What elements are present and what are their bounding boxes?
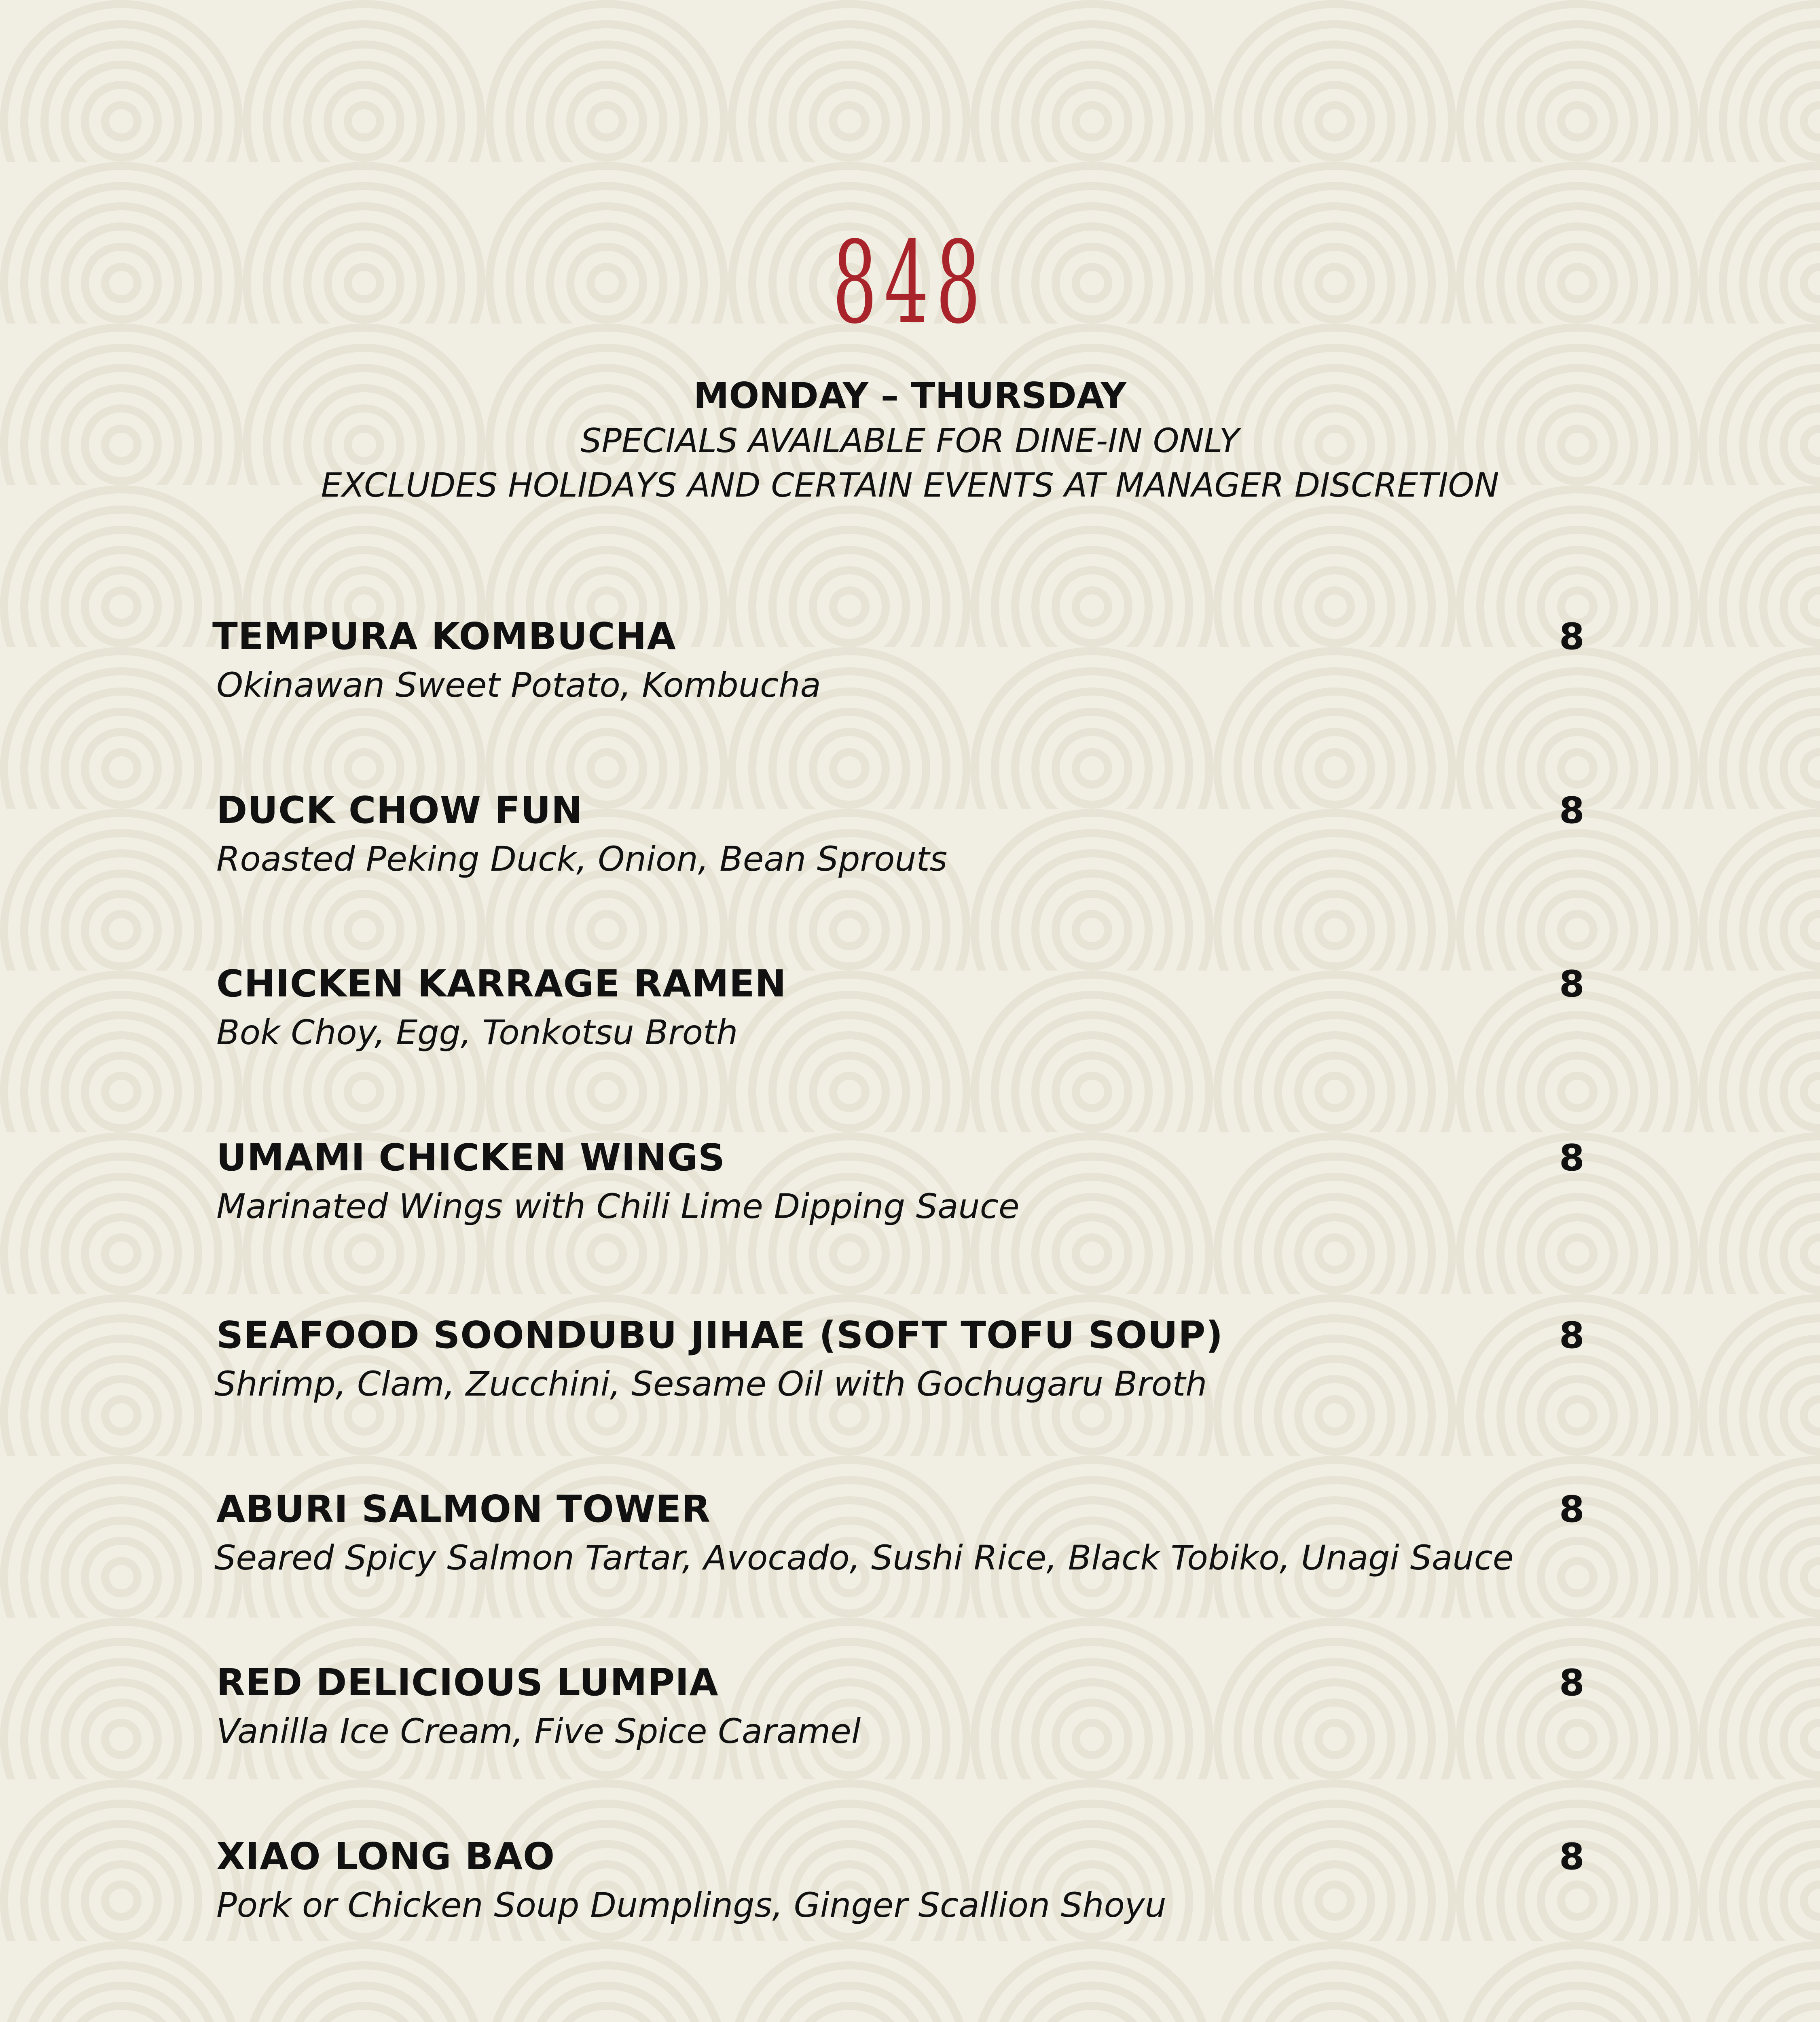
menu-item-description: Shrimp, Clam, Zucchini, Sesame Oil with Gochugaru Broth bbox=[214, 1364, 1207, 1404]
menu-item-price: 8 bbox=[1559, 1137, 1585, 1179]
menu-item-name: SEAFOOD SOONDUBU JIHAE (SOFT TOFU SOUP) bbox=[216, 1313, 1223, 1357]
menu-item-price: 8 bbox=[1559, 1488, 1585, 1531]
menu-item-name: DUCK CHOW FUN bbox=[216, 789, 583, 832]
dine-in-note: SPECIALS AVAILABLE FOR DINE-IN ONLY bbox=[580, 422, 1240, 460]
menu-item-name: ABURI SALMON TOWER bbox=[216, 1487, 711, 1531]
menu-item-price: 8 bbox=[1559, 1836, 1585, 1878]
menu-item-price: 8 bbox=[1559, 963, 1585, 1005]
holiday-exclusion-note: EXCLUDES HOLIDAYS AND CERTAIN EVENTS AT MANAGER DISCRETION bbox=[321, 466, 1499, 505]
menu-item-description: Okinawan Sweet Potato, Kombucha bbox=[216, 665, 821, 705]
menu-item-name: UMAMI CHICKEN WINGS bbox=[216, 1136, 726, 1179]
menu-item-name: XIAO LONG BAO bbox=[216, 1835, 555, 1878]
menu-item-description: Vanilla Ice Cream, Five Spice Caramel bbox=[216, 1711, 861, 1751]
menu-item-description: Roasted Peking Duck, Onion, Bean Sprouts bbox=[216, 839, 948, 879]
menu-item-name: CHICKEN KARRAGE RAMEN bbox=[216, 962, 787, 1005]
menu-item-description: Marinated Wings with Chili Lime Dipping Sauce bbox=[216, 1187, 1020, 1226]
menu-item-price: 8 bbox=[1559, 789, 1585, 832]
menu-item-name: RED DELICIOUS LUMPIA bbox=[216, 1661, 719, 1704]
menu-item-description: Pork or Chicken Soup Dumplings, Ginger Scallion Shoyu bbox=[216, 1885, 1166, 1925]
menu-item-price: 8 bbox=[1559, 1314, 1585, 1357]
menu-item-description: Bok Choy, Egg, Tonkotsu Broth bbox=[216, 1013, 738, 1052]
specials-days: MONDAY – THURSDAY bbox=[693, 375, 1127, 417]
menu-item-description: Seared Spicy Salmon Tartar, Avocado, Sushi Rice, Black Tobiko, Unagi Sauce bbox=[214, 1538, 1514, 1578]
menu-item-price: 8 bbox=[1559, 615, 1585, 658]
menu-item-name: TEMPURA KOMBUCHA bbox=[212, 615, 676, 658]
menu-item-price: 8 bbox=[1559, 1662, 1585, 1704]
restaurant-logo: 848 bbox=[832, 217, 988, 349]
